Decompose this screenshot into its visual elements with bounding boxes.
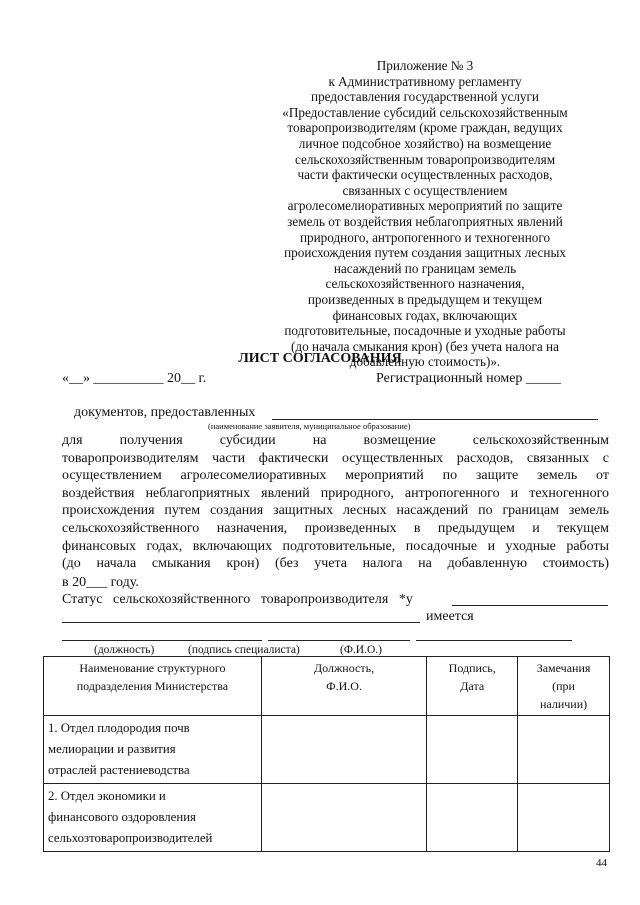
appendix-line: происхождения путем создания защитных лесных <box>284 245 566 261</box>
body-line: для получения субсидии на возмещение сельскохозяйственным <box>62 433 609 448</box>
position-field-line <box>62 640 262 641</box>
page-number: 44 <box>596 857 607 869</box>
status-label: Статус сельскохозяйственного товаропроизводителя *у <box>62 592 413 607</box>
appendix-header <box>250 58 600 370</box>
appendix-line: предоставления государственной услуги <box>311 89 539 105</box>
status-field-line <box>452 605 608 606</box>
department-cell <box>44 784 262 852</box>
appendix-line: к Административному регламенту <box>328 73 522 89</box>
body-line: товаропроизводителям части фактически осуществленных расходов, связанных с <box>62 450 609 466</box>
appendix-line: личное подсобное хозяйство) на возмещение <box>298 135 552 151</box>
cell-text: отраслей растениеводства <box>48 763 190 777</box>
body-last-line: в 20___ году. <box>62 575 139 590</box>
date-line: «__» __________ 20__ г. <box>62 371 207 386</box>
position-caption: (должность) <box>94 644 155 656</box>
body-paragraph <box>62 432 609 573</box>
header-text: наличии) <box>539 697 588 711</box>
appendix-line: финансовых годах, включающих <box>332 307 518 323</box>
body-line: сельскохозяйственного назначения, произведенных в предыдущем и текущем <box>62 520 609 536</box>
header-text: подразделения Министерства <box>76 679 229 693</box>
status-field-line-2 <box>62 622 420 623</box>
position-cell <box>261 716 427 784</box>
body-line: воздействия неблагоприятных явлений природного, антропогенного и техногенного <box>62 485 609 501</box>
header-text: Ф.И.О. <box>326 679 362 693</box>
header-text: Наименование структурного <box>79 661 226 675</box>
cell-text: мелиорации и развития <box>48 742 176 756</box>
signature-caption: (подпись специалиста) <box>188 644 300 656</box>
table-header-row <box>44 657 610 716</box>
table-row <box>44 716 610 784</box>
header-text: (при <box>552 679 575 693</box>
documents-label: документов, предоставленных <box>74 405 256 420</box>
header-position <box>261 657 427 716</box>
signature-cell <box>427 716 518 784</box>
header-signature <box>427 657 518 716</box>
appendix-line: (до начала смыкания крон) (без учета налога на <box>291 338 559 354</box>
header-text: Должность, <box>314 661 375 675</box>
header-text: Дата <box>460 679 485 693</box>
registration-number: Регистрационный номер _____ <box>376 371 561 386</box>
remarks-cell <box>518 784 610 852</box>
header-remarks <box>518 657 610 716</box>
body-line: осуществлением агролесомелиоративных мероприятий по защите земель от <box>62 468 609 484</box>
department-cell <box>44 716 262 784</box>
cell-text: 2. Отдел экономики и <box>48 789 166 803</box>
appendix-line: части фактически осуществленных расходов, <box>297 167 553 183</box>
cell-text: финансового оздоровления <box>48 810 196 824</box>
appendix-line: товаропроизводителям (кроме граждан, ведущих <box>287 120 563 136</box>
table-row <box>44 784 610 852</box>
appendix-line: связанных с осуществлением <box>342 182 508 198</box>
applicant-field-line <box>272 419 598 420</box>
appendix-line: добавленную стоимость)». <box>349 354 501 370</box>
signature-field-line <box>268 640 410 641</box>
header-department <box>44 657 262 716</box>
status-has: имеется <box>426 609 474 624</box>
approval-table <box>43 656 610 852</box>
header-text: Подпись, <box>448 661 496 675</box>
body-line: происхождения путем создания защитных лесных насаждений по границам земель <box>62 503 609 519</box>
document-title: ЛИСТ СОГЛАСОВАНИЯ <box>238 351 402 366</box>
header-text: Замечания <box>536 661 591 675</box>
name-caption: (Ф.И.О.) <box>340 644 382 656</box>
appendix-line: сельскохозяйственного назначения, <box>325 276 525 292</box>
body-line: финансовых годах, включающих подготовительные, посадочные и уходные работы <box>62 538 609 554</box>
appendix-line: агролесомелиоративных мероприятий по защите <box>287 198 563 214</box>
signature-cell <box>427 784 518 852</box>
position-cell <box>261 784 427 852</box>
appendix-line: природного, антропогенного и техногенного <box>299 229 551 245</box>
appendix-line: насаждений по границам земель <box>333 260 517 276</box>
applicant-caption: (наименование заявителя, муниципальное образование) <box>208 421 411 431</box>
name-field-line <box>416 640 572 641</box>
cell-text: сельхозтоваропроизводителей <box>48 831 213 845</box>
appendix-line: «Предоставление субсидий сельскохозяйственным <box>282 104 568 120</box>
appendix-line: произведенных в предыдущем и текущем <box>307 291 543 307</box>
body-line: (до начала смыкания крон) (без учета налога на добавленную стоимость) <box>62 556 609 572</box>
cell-text: 1. Отдел плодородия почв <box>48 721 190 735</box>
appendix-line: сельскохозяйственным товаропроизводителям <box>294 151 556 167</box>
appendix-line: подготовительные, посадочные и уходные работы <box>284 323 566 339</box>
appendix-line: земель от воздействия неблагоприятных явлений <box>287 213 563 229</box>
remarks-cell <box>518 716 610 784</box>
appendix-line: Приложение № 3 <box>376 58 474 73</box>
